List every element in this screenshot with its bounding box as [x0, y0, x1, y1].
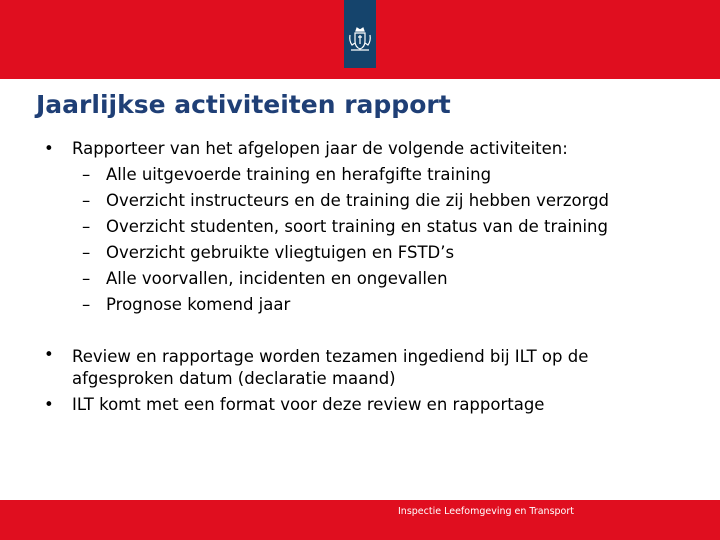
sub-item: [44, 188, 684, 214]
dash-marker: –: [82, 191, 91, 210]
dash-marker: –: [82, 165, 91, 184]
footer-label: Inspectie Leefomgeving en Transport: [398, 506, 574, 517]
sub-item-text: Overzicht studenten, soort training en status van de training: [106, 217, 608, 236]
sub-item-text: Alle uitgevoerde training en herafgifte training: [106, 165, 492, 184]
bullet-marker: •: [44, 395, 54, 414]
footer-band: [0, 500, 720, 540]
bullet-text: Review en rapportage worden tezamen ingediend bij ILT op de afgesproken datum (declaratie maand): [72, 347, 589, 388]
sub-item: [44, 214, 684, 240]
dash-marker: –: [82, 243, 91, 262]
slide-body: [44, 136, 684, 418]
bullet-item: [44, 136, 684, 162]
bullet-text: ILT komt met een format voor deze review en rapportage: [72, 395, 545, 414]
dash-marker: –: [82, 295, 91, 314]
bullet-text: Rapporteer van het afgelopen jaar de volgende activiteiten:: [72, 139, 568, 158]
sub-item: [44, 162, 684, 188]
bullet-marker: •: [44, 345, 54, 364]
dash-marker: –: [82, 269, 91, 288]
coat-of-arms-icon: [347, 26, 373, 54]
sub-item-text: Prognose komend jaar: [106, 295, 291, 314]
sub-item: [44, 240, 684, 266]
sub-item-text: Overzicht gebruikte vliegtuigen en FSTD’s: [106, 243, 455, 262]
bullet-item: [44, 344, 684, 392]
sub-item-text: Overzicht instructeurs en de training die zij hebben verzorgd: [106, 191, 610, 210]
bullet-marker: •: [44, 139, 54, 158]
spacer: [44, 318, 684, 344]
sub-item: [44, 292, 684, 318]
dash-marker: –: [82, 217, 91, 236]
slide-title: Jaarlijkse activiteiten rapport: [36, 90, 451, 119]
bullet-item: [44, 392, 684, 418]
header-band: [0, 0, 720, 79]
logo-stripe: [344, 0, 376, 68]
sub-item-text: Alle voorvallen, incidenten en ongevallen: [106, 269, 448, 288]
sub-item: [44, 266, 684, 292]
